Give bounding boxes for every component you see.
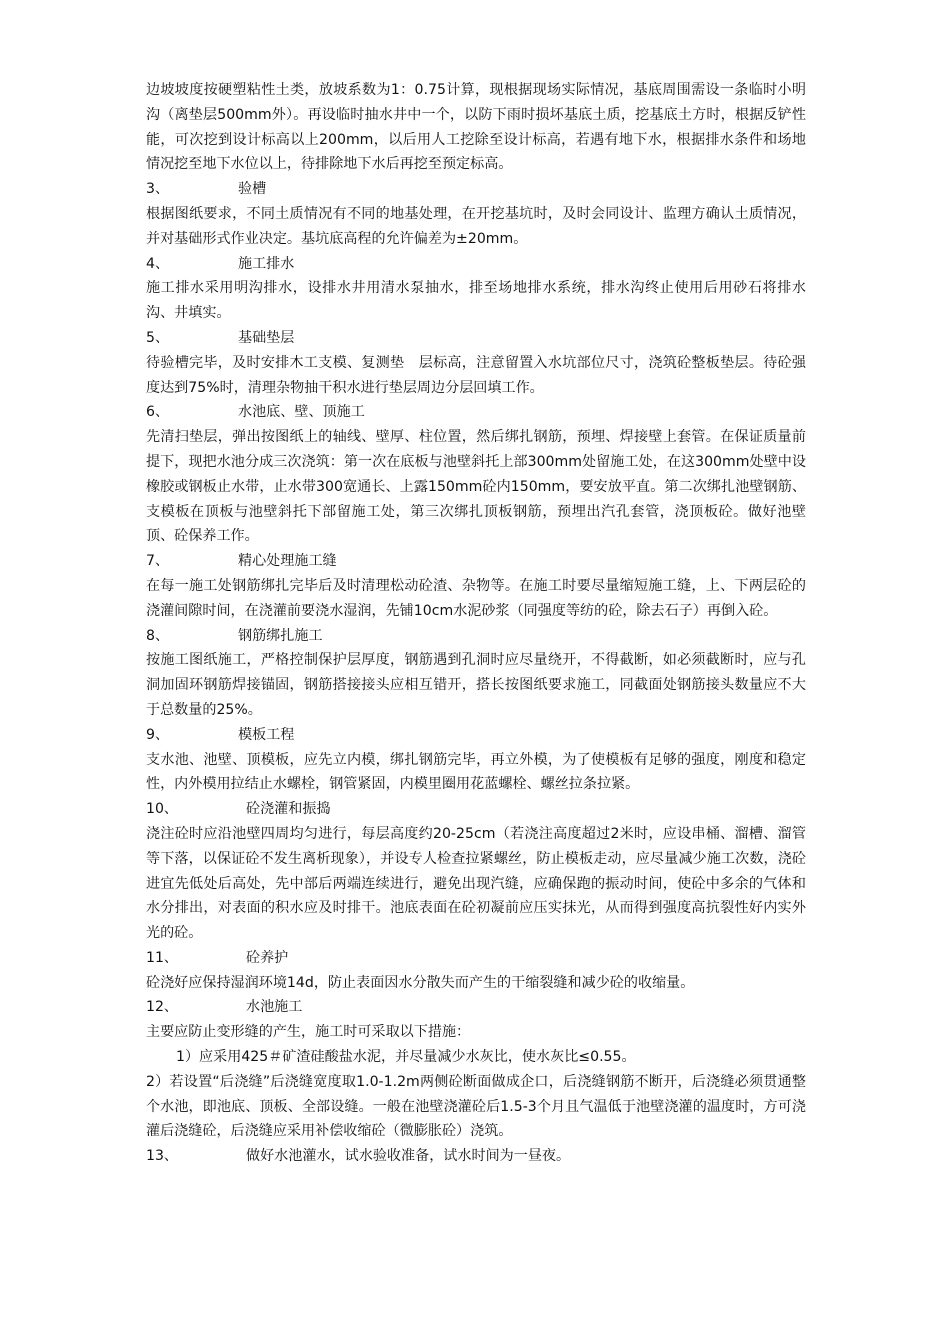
section-heading-10 [146, 797, 806, 822]
measure-item-2: 2）若设置“后浇缝”后浇缝宽度取1.0-1.2m两侧砼断面做成企口，后浇缝钢筋不断开，后浇缝必须贯通整个水池，即池底、顶板、全部设缝。一般在池壁浇灌砼后1.5-3个月且气温低于池壁浇灌的温度时，方可浇灌后浇缝砼，后浇缝应采用补偿收缩砼（微膨胀砼）浇筑。 [146, 1073, 806, 1140]
section-heading-8 [146, 624, 806, 649]
section-number: 4、 [146, 255, 170, 272]
section-title: 水池底、壁、顶施工 [238, 404, 365, 421]
section-heading-4 [146, 252, 806, 277]
section-body-11: 砼浇好应保持湿润环境14d，防止表面因水分散失而产生的干缩裂缝和减少砼的收缩量。 [146, 974, 695, 991]
section-number: 5、 [146, 329, 170, 346]
section-body-6: 先清扫垫层，弹出按图纸上的轴线、壁厚、柱位置，然后绑扎钢筋，预埋、焊接壁上套管。在保证质量前提下，现把水池分成三次浇筑：第一次在底板与池壁斜托上部300mm处留施工处，在这300mm处壁中设橡胶或钢板止水带，止水带300宽通长、上露150mm砼内150mm，要安放平直。第二次绑扎池壁钢筋、支模板在顶板与池壁斜托下部留施工处，第三次绑扎顶板钢筋，预埋出汽孔套管，浇顶板砼。做好池壁 顶、砼保养工作。 [146, 429, 821, 545]
section-heading-3 [146, 177, 806, 202]
section-heading-9 [146, 723, 806, 748]
section-heading-12 [146, 995, 806, 1020]
section-number: 11、 [146, 949, 179, 966]
section-number: 8、 [146, 627, 170, 644]
section-heading-6 [146, 400, 806, 425]
section-number: 9、 [146, 726, 170, 743]
measure-item-1: 1）应采用425＃矿渣硅酸盐水泥，并尽量减少水灰比，使水灰比≤0.55。 [176, 1049, 636, 1066]
section-heading-5 [146, 326, 806, 351]
section-body-4: 施工排水采用明沟排水，设排水井用清水泵抽水，排至场地排水系统，排水沟终止使用后用砂石将排水沟、井填实。 [146, 280, 806, 322]
section-title: 水池施工 [246, 999, 303, 1016]
section-number: 6、 [146, 404, 170, 421]
section-body-7: 在每一施工处钢筋绑扎完毕后及时清理松动砼渣、杂物等。在施工时要尽量缩短施工缝，上、下两层砼的浇灌间隙时间，在浇灌前要浇水湿润，先铺10cm水泥砂浆（同强度等纺的砼，除去石子）再倒入砼。 [146, 577, 806, 619]
section-number: 10、 [146, 801, 179, 818]
intro-paragraph: 边坡坡度按硬塑粘性土类，放坡系数为1：0.75计算，现根据现场实际情况，基底周围需设一条临时小明沟（离垫层500mm外）。再设临时抽水井中一个，以防下雨时损坏基底土质，挖基底土方时，根据反铲性能，可次挖到设计标高以上200mm，以后用人工挖除至设计标高，若遇有地下水，根据排水条件和场地情况挖至地下水位以上，待排除地下水后再挖至预定标高。 [146, 82, 806, 173]
section-title: 验槽 [238, 181, 267, 198]
section-title: 砼养护 [246, 949, 289, 966]
section-number: 7、 [146, 553, 170, 570]
section-title: 模板工程 [238, 726, 295, 743]
section-number: 12、 [146, 999, 179, 1016]
section-body-3: 根据图纸要求，不同土质情况有不同的地基处理，在开挖基坑时，及时会同设计、监理方确认土质情况，并对基础形式作业决定。基坑底高程的允许偏差为±20mm。 [146, 205, 806, 247]
document-page [146, 78, 821, 1169]
section-body-9: 支水池、池壁、顶模板，应先立内模，绑扎钢筋完毕，再立外模，为了使模板有足够的强度，刚度和稳定性，内外模用拉结止水螺栓，钢管紧固，内模里圈用花蓝螺栓、螺丝拉条拉紧。 [146, 751, 806, 793]
section-title: 砼浇灌和振捣 [246, 801, 331, 818]
section-title: 钢筋绑扎施工 [238, 627, 323, 644]
section-title: 精心处理施工缝 [238, 553, 337, 570]
section-body-10: 浇注砼时应沿池壁四周均匀进行，每层高度约20-25cm（若浇注高度超过2米时，应设串桶、溜槽、溜管等下落，以保证砼不发生离析现象），并设专人检查拉紧螺丝，防止模板走动，应尽量减少施工次数，浇砼进宜先低处后高处，先中部后两端连续进行，避免出现汽缝，应确保跑的振动时间，使砼中多余的气体和水分排出，对表面的积水应及时排干。池底表面在砼初凝前应压实抹光，从而得到强度高抗裂性好内实外光的砼。 [146, 825, 806, 942]
section-heading-7 [146, 549, 806, 574]
section-body-8: 按施工图纸施工，严格控制保护层厚度，钢筋遇到孔洞时应尽量绕开，不得截断，如必须截断时，应与孔洞加固环钢筋焊接锚固，钢筋搭接接头应相互错开，搭长按图纸要求施工，同截面处钢筋接头数量应不大于总数量的25%。 [146, 652, 806, 718]
section-body-5: 待验槽完毕，及时安排木工支模、复测垫 层标高，注意留置入水坑部位尺寸，浇筑砼整板垫层。待砼强度达到75%时，清理杂物抽干积水进行垫层周边分层回填工作。 [146, 354, 806, 396]
section-heading-13 [146, 1144, 806, 1169]
section-title: 施工排水 [238, 255, 295, 272]
section-number: 3、 [146, 181, 170, 198]
section-body-12: 主要应防止变形缝的产生，施工时可采取以下措施： [146, 1024, 471, 1041]
section-title: 做好水池灌水，试水验收准备，试水时间为一昼夜。 [246, 1148, 571, 1165]
section-heading-11 [146, 946, 806, 971]
section-title: 基础垫层 [238, 329, 295, 346]
section-number: 13、 [146, 1148, 179, 1165]
